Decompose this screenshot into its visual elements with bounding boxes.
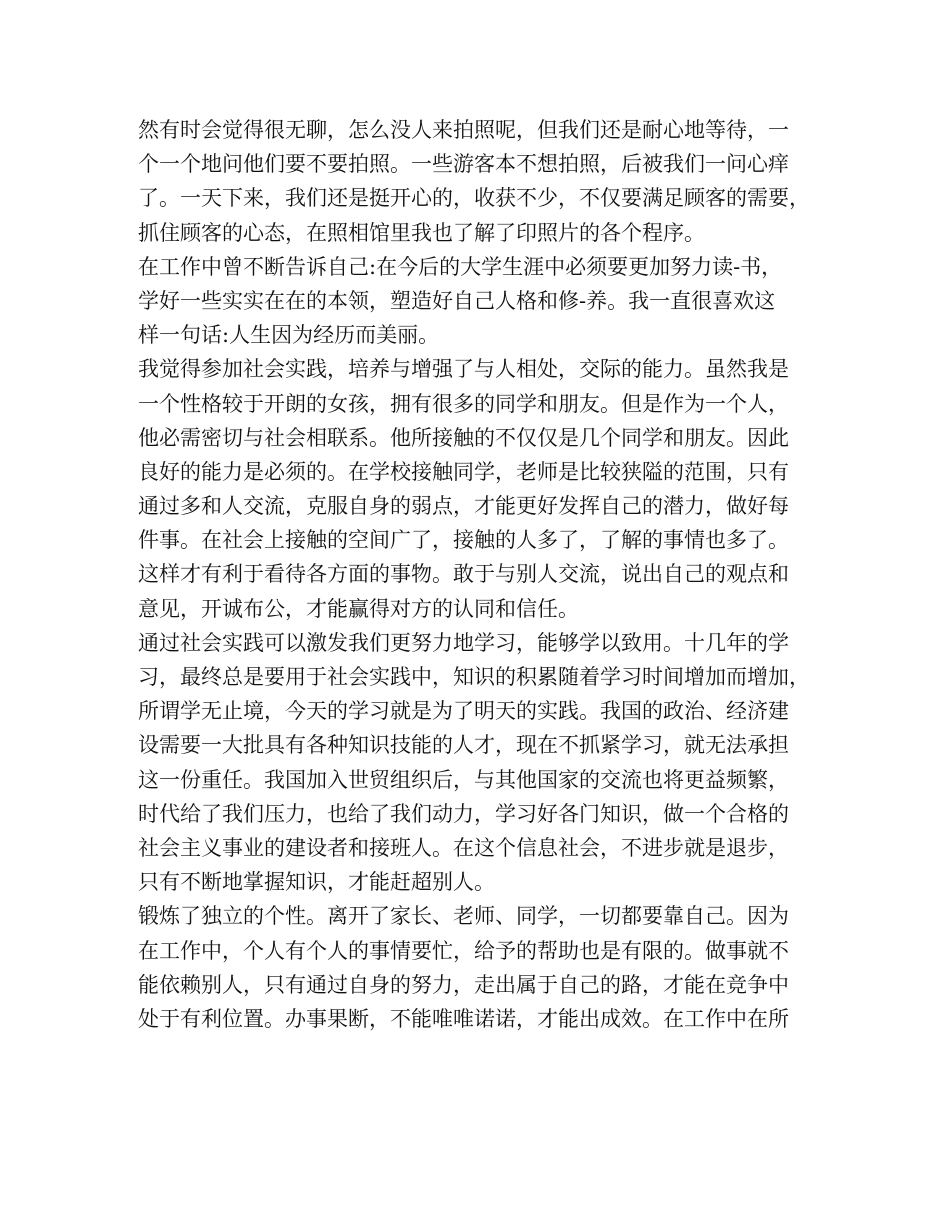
text-line: 这样才有利于看待各方面的事物。敢于与别人交流，说出自己的观点和 bbox=[138, 562, 789, 587]
text-line: 所谓学无止境，今天的学习就是为了明天的实践。我国的政治、经济建 bbox=[138, 699, 789, 724]
text-line: 锻炼了独立的个性。离开了家长、老师、同学，一切都要靠自己。因为 bbox=[138, 904, 789, 929]
text-line: 样一句话:人生因为经历而美丽。 bbox=[138, 323, 440, 348]
text-line: 然有时会觉得很无聊，怎么没人来拍照呢，但我们还是耐心地等待，一 bbox=[138, 118, 789, 142]
text-line: 这一份重任。我国加入世贸组织后，与其他国家的交流也将更益频繁， bbox=[138, 767, 789, 792]
text-line: 通过多和人交流，克服自身的弱点，才能更好发挥自己的潜力，做好每 bbox=[138, 494, 789, 519]
text-line: 意见，开诚布公，才能赢得对方的认同和信任。 bbox=[138, 596, 579, 621]
text-line: 习，最终总是要用于社会实践中，知识的积累随着学习时间增加而增加， bbox=[138, 665, 810, 689]
text-line: 设需要一大批具有各种知识技能的人才，现在不抓紧学习，就无法承担 bbox=[138, 733, 789, 758]
text-line: 了。一天下来，我们还是挺开心的，收获不少，不仅要满足顾客的需要， bbox=[138, 186, 810, 211]
text-line: 件事。在社会上接触的空间广了，接触的人多了，了解的事情也多了。 bbox=[138, 528, 789, 553]
text-line: 学好一些实实在在的本领，塑造好自己人格和修-养。我一直很喜欢这 bbox=[138, 288, 776, 313]
text-line: 一个性格较于开朗的女孩，拥有很多的同学和朋友。但是作为一个人， bbox=[138, 391, 789, 416]
text-line: 他必需密切与社会相联系。他所接触的不仅仅是几个同学和朋友。因此 bbox=[138, 425, 789, 450]
text-line: 时代给了我们压力，也给了我们动力，学习好各门知识，做一个合格的 bbox=[138, 801, 789, 826]
text-line: 能依赖别人，只有通过自身的努力，走出属于自己的路，才能在竞争中 bbox=[138, 972, 789, 997]
text-line: 通过社会实践可以激发我们更努力地学习，能够学以致用。十几年的学 bbox=[138, 630, 789, 655]
text-line: 抓住顾客的心态，在照相馆里我也了解了印照片的各个程序。 bbox=[138, 220, 705, 245]
text-line: 处于有利位置。办事果断，不能唯唯诺诺，才能出成效。在工作中在所 bbox=[138, 1006, 789, 1031]
text-line: 只有不断地掌握知识，才能赶超别人。 bbox=[138, 870, 495, 895]
text-line: 社会主义事业的建设者和接班人。在这个信息社会，不进步就是退步， bbox=[138, 835, 789, 860]
text-line: 良好的能力是必须的。在学校接触同学，老师是比较狭隘的范围，只有 bbox=[138, 459, 789, 484]
body-text bbox=[138, 113, 838, 1036]
text-line: 我觉得参加社会实践，培养与增强了与人相处，交际的能力。虽然我是 bbox=[138, 357, 789, 382]
text-line: 在工作中，个人有个人的事情要忙，给予的帮助也是有限的。做事就不 bbox=[138, 938, 789, 963]
text-line: 个一个地问他们要不要拍照。一些游客本不想拍照，后被我们一问心痒 bbox=[138, 152, 789, 177]
text-line: 在工作中曾不断告诉自己:在今后的大学生涯中必须要更加努力读-书， bbox=[138, 254, 783, 279]
